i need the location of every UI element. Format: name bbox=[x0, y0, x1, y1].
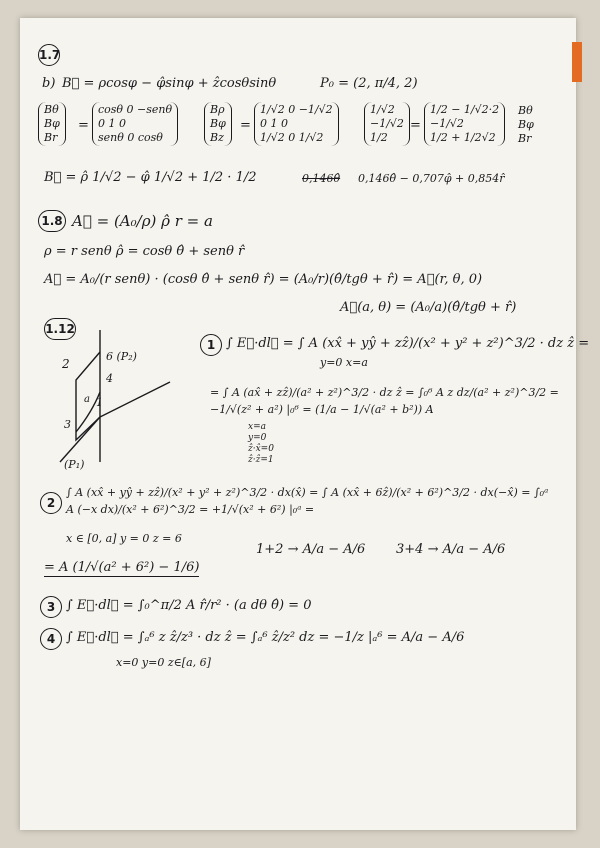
section-label-1-8: 1.8 bbox=[38, 210, 66, 232]
step-3-label: 3 bbox=[40, 596, 62, 618]
step-4-label: 4 bbox=[40, 628, 62, 650]
step-2-limits: x ∈ [0, a] y = 0 z = 6 bbox=[66, 532, 182, 545]
numeric-rotation-matrix: 1/√2 0 −1/√2 0 1 0 1/√2 0 1/√2 bbox=[254, 102, 339, 146]
step-1-line-2: = ∫ A (ax̂ + zẑ)/(a² + z²)^3/2 · dz ẑ = ∫₀⁶ A z dz/(a² + z²)^3/2 = −1/√(z² + a²) |₀⁶ = (1/a − 1/√(a² + b²)) A bbox=[210, 386, 559, 416]
sum-3-4: 3+4 → A/a − A/6 bbox=[396, 542, 506, 557]
step-1-line-1: ∫ E⃗·dl⃗ = ∫ A (xx̂ + yŷ + zẑ)/(x² + y² + z²)^3/2 · dz ẑ = bbox=[226, 336, 590, 351]
B-definition: B⃗ = ρcosφ − φ̂sinφ + ẑcosθsinθ bbox=[62, 76, 277, 91]
section-label-1-7: 1.7 bbox=[38, 44, 60, 66]
rotation-matrix: cosθ 0 −senθ 0 1 0 senθ 0 cosθ bbox=[92, 102, 178, 146]
page-tab-sticker bbox=[572, 42, 582, 82]
vector-B-cylindrical: Bρ Bφ Bz bbox=[204, 102, 232, 146]
step-2-label: 2 bbox=[40, 492, 62, 514]
fig-label-P2: 6 (P₂) bbox=[106, 350, 137, 363]
P0-point: P₀ = (2, π/4, 2) bbox=[320, 76, 418, 91]
y-axis bbox=[100, 382, 170, 417]
fig-label-1: 1 bbox=[96, 396, 103, 409]
result-vector: 1/2 − 1/√2·2 −1/√2 1/2 + 1/2√2 bbox=[424, 102, 505, 146]
A-definition: A⃗ = (A₀/ρ) ρ̂ r = a bbox=[72, 212, 213, 230]
sum-1-2: 1+2 → A/a − A/6 bbox=[256, 542, 366, 557]
integration-path-figure bbox=[40, 322, 190, 472]
struck-out-value: 0,146θ̂ bbox=[302, 172, 341, 185]
numeric-vector: 1/√2 −1/√2 1/2 bbox=[364, 102, 410, 146]
section-label-1-12: 1.12 bbox=[44, 318, 76, 340]
A-substitution: A⃗ = A₀/(r senθ) · (cosθ θ̂ + senθ r̂) = (A₀/r)(θ̂/tgθ + r̂) = A⃗(r, θ, 0) bbox=[44, 272, 483, 287]
result-components-labels: Bθ Bφ Br bbox=[518, 104, 534, 145]
step-4-limits: x=0 y=0 z∈[a, 6] bbox=[116, 656, 211, 669]
step-4-line: ∫ E⃗·dl⃗ = ∫ₐ⁶ z ẑ/z³ · dz ẑ = ∫ₐ⁶ ẑ/z² dz = −1/z |ₐ⁶ = A/a − A/6 bbox=[66, 630, 465, 645]
A-at-radius-a: A⃗(a, θ) = (A₀/a)(θ̂/tgθ + r̂) bbox=[340, 300, 517, 315]
notebook-page: 1.7 b) B⃗ = ρcosφ − φ̂sinφ + ẑcosθsinθ P₀ = (2, π/4, 2) Bθ Bφ Br = cosθ 0 −senθ 0 1 0 senθ 0 cosθ Bρ Bφ Bz = 1/√2 0 −1/√2 0 1 0 1/√2 0 1/√2 1/√2 −1/√2 1/2 = 1/2 − 1/√2·2 −1/√2 1/2 + 1/2√2 Bθ Bφ Br B⃗ = ρ̂ 1/√2 − φ̂ 1/√2 + 1/2 · 1/2 0,146θ̂ 0,146θ̂ − 0,707φ̂ + 0,854r̂ 1.8 A⃗ = (A₀/ρ) ρ̂ r = a ρ = r senθ ρ̂ = cosθ θ̂ + senθ r̂ A⃗ = A₀/(r senθ) · (cosθ θ̂ + senθ r̂) = (A₀/r)(θ̂/tgθ + r̂) = A⃗(r, θ, 0) A⃗(a, θ) = (A₀/a)(θ̂/tgθ + r̂) 1.12 2 6 (P₂) 4 1 3 (P₁) a 1 ∫ E⃗·dl⃗ = ∫ A (xx̂ + yŷ + zẑ)/(x² + y² + z²)^3/2 · dz ẑ = y=0 x=a = ∫ A (ax̂ + zẑ)/(a² + z²)^3/2 · dz ẑ = ∫₀⁶ A z dz/(a² + z²)^3/2 = −1/√(z² + a²) |₀⁶ = (1/a − 1/√(a² + b²)) A x=a y=0 ẑ·x̂=0 ẑ·ẑ=1 2 ∫ A (xx̂ + yŷ + zẑ)/(x² + y² + z²)^3/2 · dx(x̂) = ∫ A (xx̂ + 6ẑ)/(x² + 6²)^3/2 · dx(−x̂) = ∫₀ᵃ A (−x dx)/(x² + 6²)^3/2 = +1/√(x² + 6²) |₀ᵃ = x ∈ [0, a] y = 0 z = 6 = A (1/√(a² + 6²) − 1/6) 1+2 → A/a − A/6 3+4 → A/a − A/6 3 ∫ E⃗·dl⃗ = ∫₀^π/2 A r̂/r² · (a dθ θ̂) = 0 4 ∫ E⃗·dl⃗ = ∫ₐ⁶ z ẑ/z³ · dz ẑ = ∫ₐ⁶ ẑ/z² dz = −1/z |ₐ⁶ = A/a − A/6 x=0 y=0 z∈[a, 6] bbox=[20, 18, 576, 830]
step-1-limits: y=0 x=a bbox=[320, 356, 368, 369]
fig-label-P1: (P₁) bbox=[64, 458, 85, 471]
fig-label-4: 4 bbox=[106, 372, 113, 385]
fig-label-3: 3 bbox=[64, 418, 71, 431]
fig-label-2: 2 bbox=[62, 357, 70, 371]
step-2-line-1: ∫ A (xx̂ + yŷ + zẑ)/(x² + y² + z²)^3/2 · dx(x̂) = ∫ A (xx̂ + 6ẑ)/(x² + 6²)^3/2 · dx(−x̂) = ∫₀ᵃ A (−x dx)/(x² + 6²)^3/2 = +1/√(x² + 6²) |₀ᵃ = bbox=[66, 486, 549, 516]
step-2-line-2: = A (1/√(a² + 6²) − 1/6) bbox=[44, 560, 200, 575]
rho-relation: ρ = r senθ ρ̂ = cosθ θ̂ + senθ r̂ bbox=[44, 244, 245, 259]
part-b-label: b) bbox=[42, 76, 56, 91]
vector-B-spherical: Bθ Bφ Br bbox=[38, 102, 66, 146]
B-numeric-result: 0,146θ̂ − 0,707φ̂ + 0,854r̂ bbox=[358, 172, 505, 185]
step-3-line: ∫ E⃗·dl⃗ = ∫₀^π/2 A r̂/r² · (a dθ θ̂) = 0 bbox=[66, 598, 312, 613]
B-result: B⃗ = ρ̂ 1/√2 − φ̂ 1/√2 + 1/2 · 1/2 bbox=[44, 170, 257, 185]
step-1-conditions: x=a y=0 ẑ·x̂=0 ẑ·ẑ=1 bbox=[248, 422, 274, 465]
fig-label-a: a bbox=[84, 394, 90, 405]
step-1-label: 1 bbox=[200, 334, 222, 356]
